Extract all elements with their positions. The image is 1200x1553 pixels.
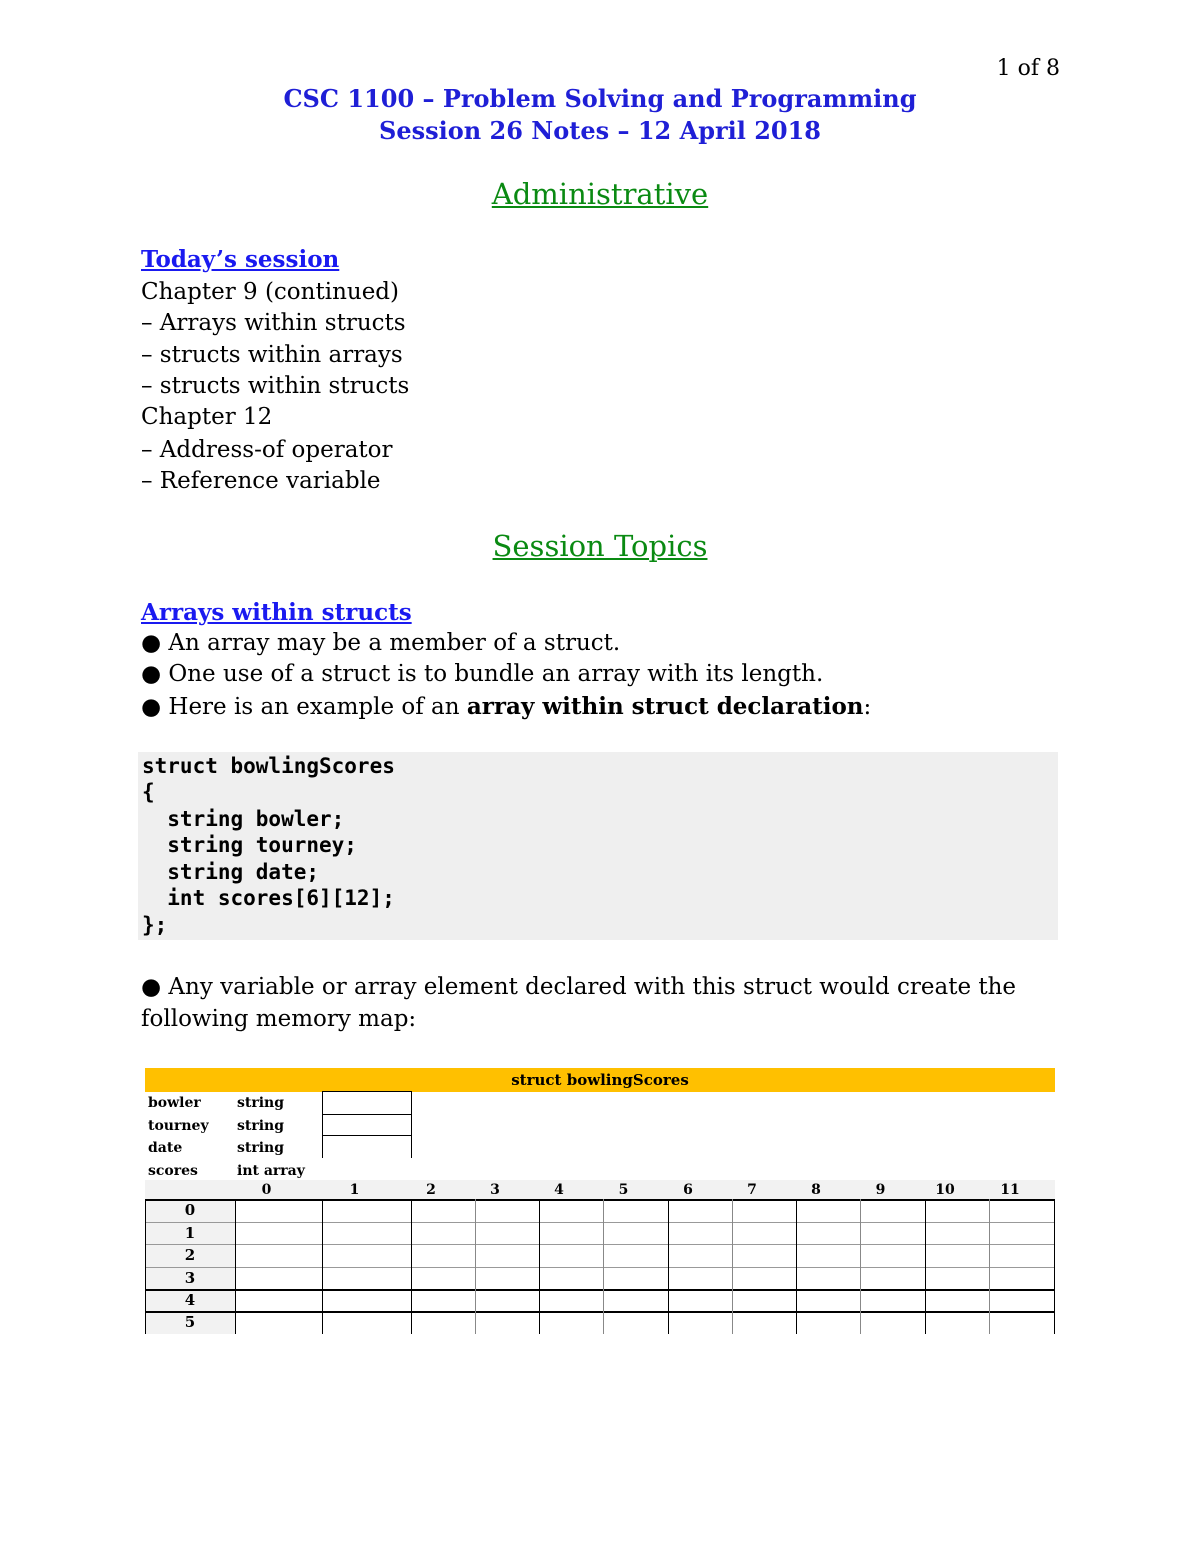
grid-line (860, 1199, 861, 1334)
grid-line (145, 1267, 1055, 1268)
memory-map (145, 1068, 1055, 1334)
bullet-icon: ● (141, 974, 162, 1000)
column-header-band (145, 1180, 1055, 1200)
bowler-cell (322, 1091, 412, 1115)
page-number: 1 of 8 (996, 56, 1060, 81)
agenda-item: Chapter 12 (141, 404, 273, 430)
code-line: struct bowlingScores (142, 754, 395, 778)
code-line: }; (142, 913, 168, 937)
grid-line (1054, 1199, 1055, 1334)
field-type: int array (237, 1163, 305, 1179)
bullet-item (141, 974, 1016, 1000)
grid-line (925, 1199, 926, 1334)
column-index-label: 9 (875, 1182, 886, 1198)
agenda-item: – structs within arrays (141, 342, 403, 368)
tourney-cell (322, 1114, 412, 1136)
grid-line (145, 1311, 1055, 1313)
grid-line (411, 1199, 412, 1334)
row-index-label: 0 (184, 1201, 196, 1219)
agenda-item: – structs within structs (141, 373, 410, 399)
row-index-label: 1 (184, 1224, 196, 1242)
code-line: string tourney; (142, 833, 357, 857)
column-index-label: 5 (618, 1182, 629, 1198)
grid-line (668, 1199, 669, 1334)
column-index-label: 3 (490, 1182, 500, 1198)
grid-line (145, 1199, 146, 1334)
code-line: { (142, 780, 155, 804)
column-index-label: 7 (747, 1182, 757, 1198)
row-index-label: 3 (184, 1269, 196, 1287)
grid-line (145, 1289, 1055, 1291)
bullet-text: An array may be a member of a struct. (168, 630, 621, 656)
agenda-item: – Reference variable (141, 468, 381, 494)
field-name: date (148, 1140, 183, 1156)
code-line: string bowler; (142, 807, 345, 831)
field-type: string (237, 1140, 285, 1156)
todays-session-heading: Today’s session (141, 246, 340, 273)
date-cell (322, 1136, 412, 1158)
agenda-item: Chapter 9 (continued) (141, 279, 399, 305)
column-index-label: 6 (683, 1182, 693, 1198)
column-index-label: 8 (811, 1182, 821, 1198)
course-title: CSC 1100 – Problem Solving and Programming (283, 84, 917, 113)
grid-line (322, 1199, 323, 1334)
agenda-item: – Arrays within structs (141, 310, 406, 336)
column-index-label: 4 (554, 1182, 564, 1198)
column-index-label: 10 (935, 1182, 955, 1198)
bullet-bold-text: array within struct declaration (466, 693, 864, 720)
bullet-icon: ● (141, 661, 162, 687)
grid-line (145, 1199, 1055, 1201)
field-type: string (237, 1118, 285, 1134)
bullet-item (141, 661, 823, 687)
grid-line (475, 1199, 476, 1334)
column-index-label: 0 (261, 1182, 272, 1198)
bullet-icon: ● (141, 630, 162, 656)
bullet-item (141, 630, 620, 656)
grid-line (145, 1244, 1055, 1245)
code-block (138, 752, 1058, 940)
row-index-label: 4 (184, 1291, 196, 1309)
field-name: bowler (148, 1095, 201, 1111)
session-topics-heading: Session Topics (492, 529, 708, 563)
bullet-text: One use of a struct is to bundle an array with its length. (168, 661, 824, 687)
grid-line (603, 1199, 604, 1334)
field-name: tourney (148, 1118, 209, 1134)
bullet-text: Here is an example of an (168, 694, 467, 720)
arrays-within-structs-heading: Arrays within structs (141, 599, 412, 626)
agenda-item: – Address-of operator (141, 437, 393, 463)
column-index-label: 2 (426, 1182, 436, 1198)
memory-map-title: struct bowlingScores (145, 1068, 1055, 1092)
grid-line (732, 1199, 733, 1334)
grid-line (145, 1222, 1055, 1223)
field-type: string (237, 1095, 285, 1111)
session-title: Session 26 Notes – 12 April 2018 (378, 116, 822, 145)
column-index-label: 11 (1000, 1182, 1020, 1198)
grid-line (989, 1199, 990, 1334)
bullet-icon: ● (141, 694, 162, 720)
grid-line (539, 1199, 540, 1334)
bullet-text: Any variable or array element declared with this struct would create the (168, 974, 1017, 1000)
administrative-heading: Administrative (491, 177, 709, 211)
code-line: int scores[6][12]; (142, 886, 395, 910)
bullet-item (141, 693, 871, 720)
code-line: string date; (142, 860, 320, 884)
row-index-label: 5 (184, 1313, 196, 1331)
bullet-suffix: : (863, 694, 872, 720)
field-name: scores (148, 1163, 198, 1179)
grid-line (796, 1199, 797, 1334)
row-index-label: 2 (184, 1246, 196, 1264)
column-index-label: 1 (349, 1182, 360, 1198)
paragraph-continuation: following memory map: (141, 1006, 417, 1032)
grid-line (235, 1199, 236, 1334)
